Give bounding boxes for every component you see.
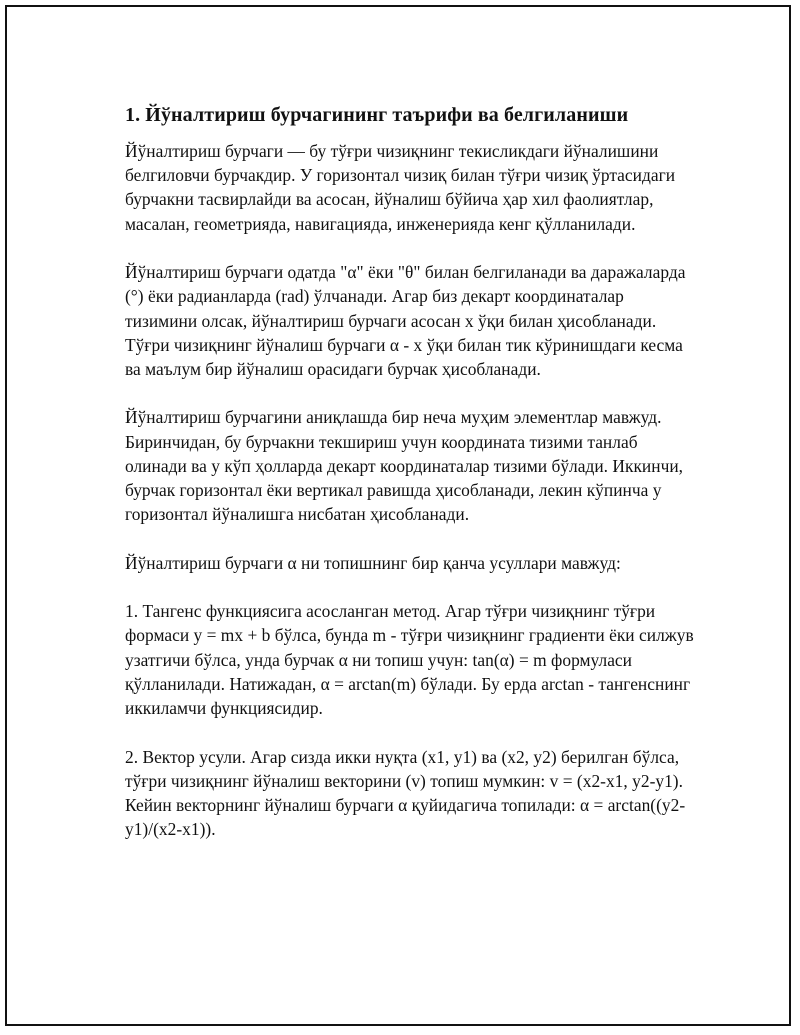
- paragraph-notation: Йўналтириш бурчаги одатда "α" ёки "θ" билан белгиланади ва даражаларда (°) ёки радианларда (rad) ўлчанади. Агар биз декарт координаталар тизимини олсак, йўналтириш бурчаги асосан x ўқи билан ҳисобланади. Тўғри чизиқнинг йўналиш бурчаги α - x ўқи билан тик кўринишдаги кесма ва маълум бир йўналиш орасидаги бурчак ҳисобланади.: [125, 262, 686, 379]
- section-heading: 1. Йўналтириш бурчагининг таърифи ва белгиланиши: [125, 104, 629, 126]
- paragraph-method-tangent: 1. Тангенс функциясига асосланган метод. Агар тўғри чизиқнинг тўғри формаси y = mx + b бўлса, бунда m - тўғри чизиқнинг градиенти ёки силжув узатгичи бўлса, унда бурчак α ни топиш учун: tan(α) = m формуласи қўлланилади. Натижадан, α = arctan(m) бўлади. Бу ерда arctan - тангенснинг иккиламчи функциясидир.: [125, 601, 694, 719]
- paragraph-elements: Йўналтириш бурчагини аниқлашда бир неча муҳим элементлар мавжуд. Биринчидан, бу бурчакни текшириш учун координата тизими танлаб олинади ва у кўп ҳолларда декарт координаталар тизими бўлади. Иккинчи, бурчак горизонтал ёки вертикал равишда ҳисобланади, лекин кўпинча у горизонтал йўналишга нисбатан ҳисобланади.: [125, 407, 684, 525]
- document-body: [125, 103, 697, 841]
- paragraph-method-vector: 2. Вектор усули. Агар сизда икки нуқта (x1, y1) ва (x2, y2) берилган бўлса, тўғри чизиқнинг йўналиш векторини (v) топиш мумкин: v = (x2-x1, y2-y1). Кейин векторнинг йўналиш бурчаги α қуйидагича топилади: α = arctan((y2-y1)/(x2-x1)).: [125, 746, 686, 840]
- paragraph-definition: Йўналтириш бурчаги — бу тўғри чизиқнинг текисликдаги йўналишини белгиловчи бурчакдир. У горизонтал чизиқ билан тўғри чизиқ ўртасидаги бурчакни тасвирлайди ва асосан, йўналиш бўйича ҳар хил фаолиятлар, масалан, геометрияда, навигацияда, инженерияда кенг қўлланилади.: [125, 141, 676, 234]
- page-frame: [5, 5, 791, 1026]
- paragraph-methods-intro: Йўналтириш бурчаги α ни топишнинг бир қанча усуллари мавжуд:: [125, 552, 621, 573]
